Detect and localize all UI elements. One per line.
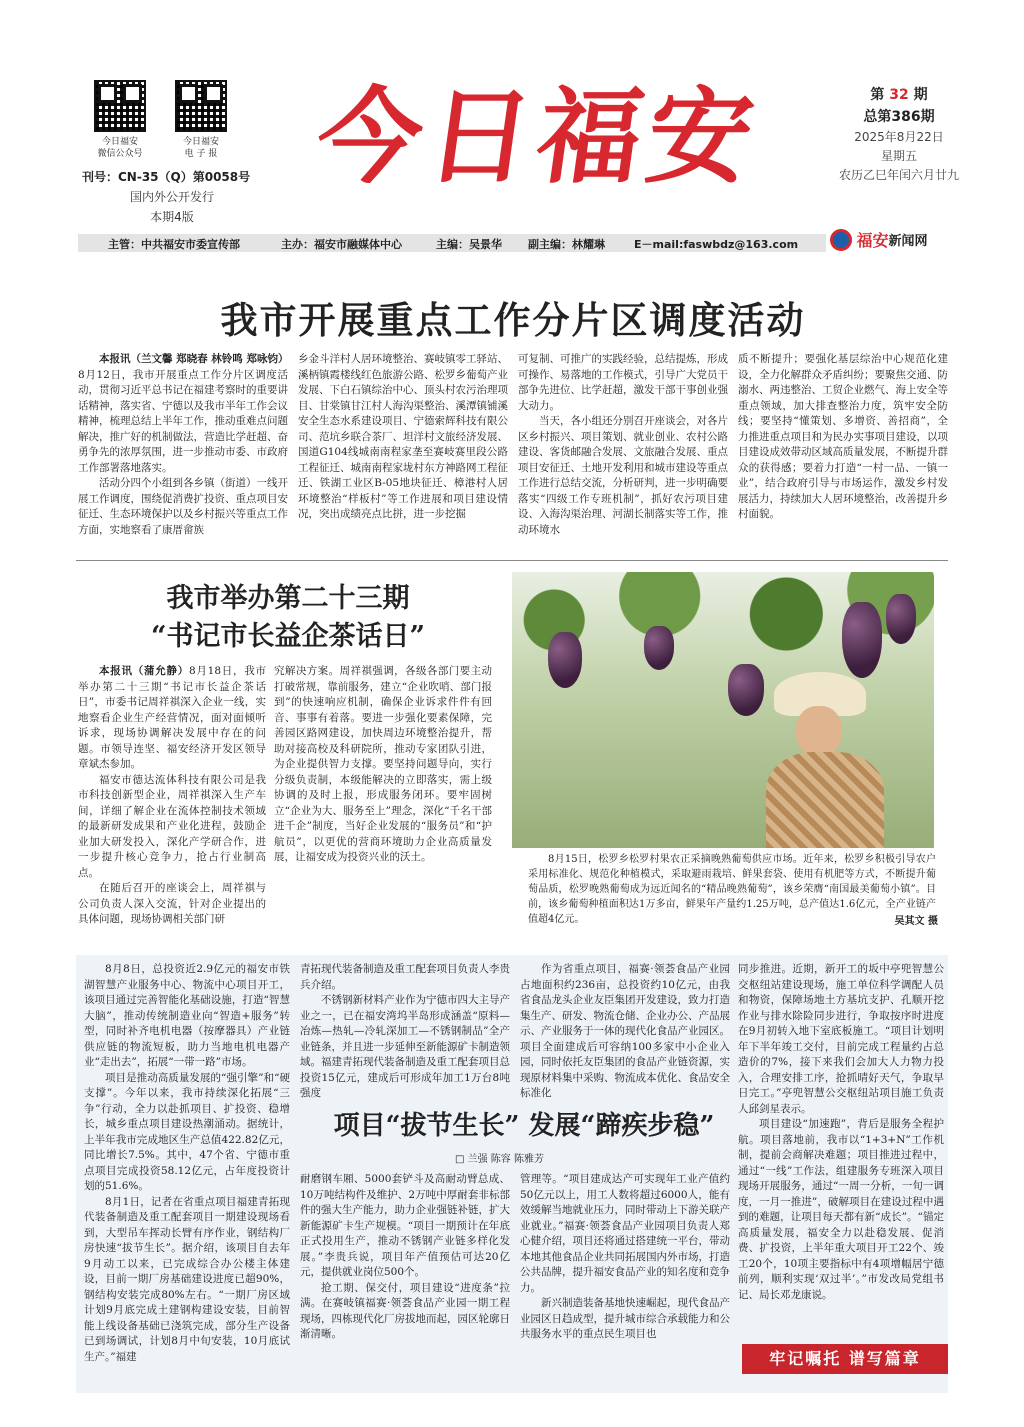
epaper-qr-code[interactable]: [175, 80, 227, 132]
sponsor: 主管：中共福安市委宣传部: [108, 238, 240, 251]
chief-editor: 主编：吴景华: [436, 238, 502, 251]
wechat-qr-label: 今日福安 微信公众号: [97, 137, 143, 159]
article3-col3-top: 作为省重点项目，福赛·领荟食品产业园占地面积约236亩，总投资约10亿元，由我省食品龙头企业友臣集团开发建设，致力打造集生产、研发、物流仓储、企业办公、产品展示、产业服务于一体的现代化食品产业园区。项目全面建成后可容纳100多家中小企业入园，同时依托友臣集团的食品产业链资源，实现原材料集中采购、物流成本优化、食品安全标准化: [520, 963, 730, 1099]
photo-caption: 8月15日，松罗乡松罗村果农正采摘晚熟葡萄供应市场。近年来，松罗乡积极引导农户采用标准化、规范化种植模式，采取避雨栽培、鲜果套袋、使用有机肥等方式，不断提升葡萄品质，松罗晚熟葡萄成为远近闻名的“精品晚熟葡萄”，该乡荣膺“南国最美葡萄小镇”。目前，该乡葡萄种植面积达1万多亩，鲜果年产量约1.25万吨，总产值达1.6亿元，全产业链产值超4亿元。: [528, 854, 936, 925]
newspaper-title: 今日福安: [309, 75, 767, 198]
issue-lunar-date: 农历乙巳年闰六月廿九: [838, 168, 959, 182]
section-divider: [76, 560, 948, 561]
farmer-figure: [760, 672, 890, 848]
issue-number: 第 32 期: [870, 87, 928, 103]
wechat-qr-code[interactable]: [94, 80, 146, 132]
issue-weekday: 星期五: [880, 149, 917, 163]
deputy-editor: 副主编：林耀琳: [528, 238, 605, 251]
info-bar: [78, 234, 826, 252]
article1-col4: 质不断提升；要强化基层综治中心规范化建设，全力化解群众矛盾纠纷；要聚焦交通、防溺水、两违整治、工贸企业燃气、海上安全等重点领域，加大排查整治力度，筑牢安全防线；要坚持“懂策划、多增资、善招商”，全力推进重点项目和为民办实事项目建设，以项目建设成效带动区域高质量发展，不断提升群众的获得感；要着力打造“一村一品、一镇一业”，结合政府引导与市场运作，激发乡村发展活力，持续加大人居环境整治，改善提升乡村面貌。: [738, 353, 948, 520]
masthead-meta: [82, 168, 262, 225]
article2-headline: 我市举办第二十三期 “书记市长益企茶话日”: [150, 583, 426, 652]
page-count: 本期4版: [150, 210, 194, 224]
article2-col2: 究解决方案。周祥祺强调，各级各部门要主动打破常规，靠前服务，建立“企业吹哨、部门报到”的快速响应机制，确保企业诉求件件有回音、事事有着落。要进一步强化要素保障，完善园区路网建设，加快周边环境整治提升，帮助对接高校及科研院所，推动专家团队引进，为企业提供智力支撑。要坚持问题导向，实行分级负责制，本级能解决的立即落实，需上级协调的及时上报，形成服务闭环。要牢固树立“企业为大、服务至上”理念，深化“千名干部进千企”制度，当好企业发展的“服务员”和“护航员”，以更优的营商环境助力企业高质量发展，让福安成为投资兴业的沃土。: [274, 665, 492, 863]
news-site-logo[interactable]: 福安新闻网: [830, 228, 960, 256]
photo-credit: 吴其文 摄: [894, 916, 938, 927]
article1-col1: 本报讯（兰文馨 郑晓春 林铃鸣 郑咏钧）8月12日，我市开展重点工作分片区调度活动，贯彻习近平总书记在福建考察时的重要讲话精神，落实省、宁德以及我市半年工作会议精神，梳理总结上半年工作，推动重难点问题解决，推广好的机制做法，营造比学赶超、奋勇争先的浓厚氛围，进一步推动市委、市政府工作部署落地落实。 活动分四个小组到各乡镇（街道）一线开展工作调度，围绕促消费扩投资、重点项目安征迁、生态环境保护以及乡村振兴等重点工作方面，实地察看了康厝畲族: [78, 353, 289, 536]
article3-headline: 项目“拔节生长” 发展“蹄疾步稳”: [333, 1111, 715, 1141]
theme-banner: 牢记嘱托 谱写篇章: [742, 1344, 948, 1374]
issue-info: [834, 84, 964, 185]
issn: 刊号：CN-35（Q）第0058号: [82, 170, 251, 184]
article3-col3-bottom: 管理等。“项目建成达产可实现年工业产值约50亿元以上，用工人数将超过6000人，能有效缓解当地就业压力，同时带动上下游关联产业就业。”福赛·领荟食品产业园项目负责人郑心健介绍，项目还将通过搭建统一平台，带动本地其他食品企业共同拓展国内外市场，打造公共品牌，提升福安食品产业的知名度和竞争力。 新兴制造装备基地快速崛起，现代食品产业园区日趋成型，提升城市综合承载能力和公共服务水平的重点民生项目也: [520, 1173, 730, 1340]
article2-col1: 本报讯（蒲允静）8月18日，我市举办第二十三期“书记市长益企茶话日”，市委书记周祥祺深入企业一线，实地察看企业生产经营情况，面对面倾听诉求，现场协调解决发展中存在的问题。市领导连坚、福安经济开发区领导章斌杰参加。 福安市德达流体科技有限公司是我市科技创新型企业，周祥祺深入生产车间，详细了解企业在流体控制技术领域的最新研发成果和产业化进程，鼓励企业加大研发投入，深化产学研合作，进一步提升核心竞争力，抢占行业制高点。 在随后召开的座谈会上，周祥祺与公司负责人深入交流，针对企业提出的具体问题，现场协调相关部门研: [78, 665, 267, 925]
news-site-logo-icon: [830, 229, 852, 251]
email[interactable]: E－mail:faswbdz@163.com: [634, 238, 799, 251]
grape-harvest-photo[interactable]: [512, 572, 934, 848]
article1-headline: 我市开展重点工作分片区调度活动: [220, 299, 806, 342]
distribution: 国内外公开发行: [129, 190, 214, 204]
host: 主办：福安市融媒体中心: [281, 238, 402, 251]
article1-col3: 可复制、可推广的实践经验，总结提炼，形成可操作、易落地的工作模式，引导广大党员干部争先进位、比学赶超，激发干部干事创业强大动力。 当天，各小组还分别召开座谈会，对各片区乡村振兴、项目策划、就业创业、农村公路建设、客货邮融合发展、文旅融合发展、重点项目安征迁、土地开发利用和城市建设等重点工作进行总结交流，分析研判，进一步明确要落实“四级工作专班机制”，抓好农污项目建设、入海沟渠治理、河湖长制落实等工作，推动环境水: [518, 353, 728, 536]
article1-col2: 乡金斗洋村人居环境整治、赛岐镇零工驿站、溪柄镇霞楼线红色旅游公路、松罗乡葡萄产业发展、下白石镇综治中心、顶头村农污治理项目、甘棠镇甘江村人海沟渠整治、溪潭镇铺溪安全生态水系建设项目、宁德索辉科技有限公司、范坑乡联合茶厂、坦洋村文旅经济发展、国道G104线城南南程家垄至赛岐赛里段公路工程征迁、城南南程家垅村东方神路网工程征迁、铁湖工业区B-05地块征迁、樟港村人居环境整治“样板村”等工作进展和项目建设情况，突出成绩亮点比拼，进一步挖掘: [298, 353, 508, 520]
article3-col4: 同步推进。近期，新开工的坂中亭兜智慧公交枢纽站建设现场，施工单位科学调配人员和物资，保障场地土方基坑支护、孔顺开挖作业与排水除险同步进行，争取按序时进度在9月初转入地下室底板施工。“项目计划明年下半年竣工交付，目前完成工程量约占总造价的7%，接下来我们会加大人力物力投入，合理安排工序，抢抓晴好天气，争取早日完工。”亭兜智慧公交枢纽站项目施工负责人邱剑星表示。 项目建设“加速跑”，背后是服务全程护航。项目落地前，我市以“1+3+N”工作机制，提前会商解决难题；项目推进过程中，通过“一线”工作法，组建服务专班深入项目现场开展服务，通过“一周一分析，一旬一调度，一月一推进”，破解项目在建设过程中遇到的难题，让项目每天都有新“成长”。“锚定高质量发展，福安全力以赴稳发展、促消费、扩投资，上半年重大项目开工22个、竣工20个，10项主要指标中有4项增幅居宁德前列，顺利实现‘双过半’。”市发改局党组书记、局长邓龙康说。: [738, 963, 944, 1301]
article3-byline: □ 兰强 陈容 陈雅芳: [455, 1154, 544, 1165]
issue-total: 总第386期: [863, 109, 935, 125]
epaper-qr-label: 今日福安 电 子 报: [182, 137, 219, 159]
article3-col2-top: 青拓现代装备制造及重工配套项目负责人李贵兵介绍。 不锈钢新材料产业作为宁德市四大主导产业之一，已在福安湾坞半岛形成涵盖“原料—冶炼—热轧—冷轧深加工—不锈钢制品”全产业链条，并且进一步延伸至新能源矿卡制造领域。福建青拓现代装备制造及重工配套项目总投资15亿元，建成后可形成年加工1万台8吨强度: [300, 963, 510, 1099]
article3-col1: 8月8日，总投资近2.9亿元的福安市铁湖智慧产业服务中心、物流中心项目开工，该项目通过完善智能化基础设施，打造“智慧大脑”，推动传统制造业向“智造+服务”转型，同时补齐电机电器（按摩器具）产业链供应链的物流短板，助力当地电机电器产业“走出去”，拓展“一带一路”市场。 项目是推动高质量发展的“强引擎”和“硬支撑”。今年以来，我市持续深化拓展“三争”行动，全力以赴抓项目、扩投资、稳增长，城乡重点项目建设热潮涌动。据统计，上半年我市完成地区生产总值422.82亿元，同比增长7.5%。其中，47个省、宁德市重点项目完成投资58.12亿元，占年度投资计划的51.6%。 8月1日，记者在省重点项目福建青拓现代装备制造及重工配套项目一期建设现场看到，大型吊车挥动长臂有序作业，钢结构厂房快速“拔节生长”。据介绍，该项目自去年9月动工以来，已完成综合办公楼主体建设，目前一期厂房基础建设进度已超90%，钢结构安装完成80%左右。“一期厂房区域计划9月底完成土建钢构建设安装，目前智能上线设备基础已浇筑完成，部分生产设备已到场调试，计划8月中旬安装，10月底试生产。”福建: [84, 963, 290, 1363]
issue-date: 2025年8月22日: [854, 130, 944, 144]
article3-col2-bottom: 耐磨钢车厢、5000套铲斗及高耐动臂总成、10万吨结构件及维护、2万吨中厚耐套非标部件的强大生产能力，助力企业强链补链，扩大新能源矿卡生产规模。“项目一期预计在年底正式投用生产，推动不锈钢产业链多样化发展。”李贵兵说，项目年产值预估可达20亿元，提供就业岗位500个。 抢工期、保交付，项目建设“进度条”拉满。在赛岐镇福赛·领荟食品产业园一期工程现场，四栋现代化厂房拔地而起，园区轮廓日渐清晰。: [300, 1173, 510, 1340]
